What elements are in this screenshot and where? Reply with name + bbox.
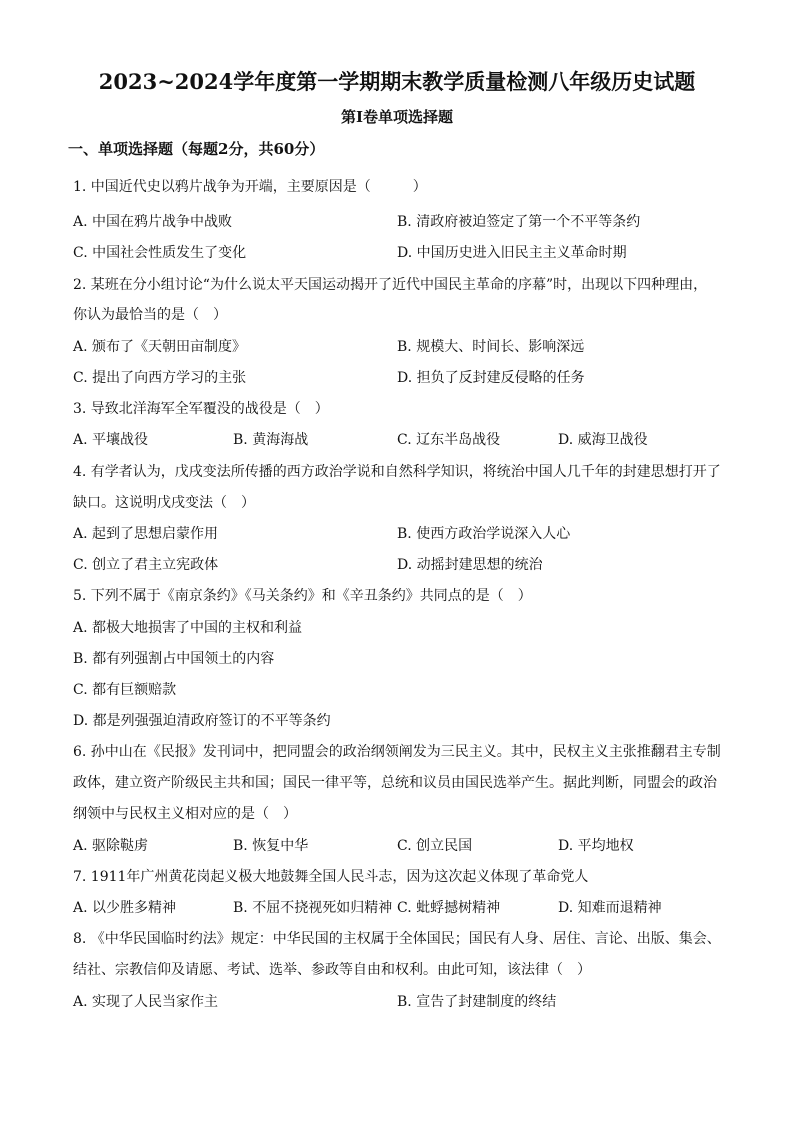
question-4-stem-line-2: 缺口。这说明戊戌变法（ ） [73,495,255,511]
question-7-option-c: C. 蚍蜉撼树精神 [397,900,501,916]
question-3-option-a: A. 平壤战役 [73,432,149,448]
question-3-option-d: D. 威海卫战役 [558,432,648,448]
section-heading: 一、单项选择题（每题2分，共60分） [68,140,325,158]
question-2-option-a: A. 颁布了《天朝田亩制度》 [73,339,247,355]
question-3-option-b: B. 黄海海战 [233,432,309,448]
question-3-option-c: C. 辽东半岛战役 [397,432,501,448]
question-7-option-a: A. 以少胜多精神 [73,900,177,916]
question-8-stem-line-2: 结社、宗教信仰及请愿、考试、选举、参政等自由和权利。由此可知，该法律（ ） [73,962,591,978]
question-6-stem-line-3: 纲领中与民权主义相对应的是（ ） [73,806,297,822]
exam-title: 2023~2024学年度第一学期期末教学质量检测八年级历史试题 [98,69,696,94]
question-7-stem: 7. 1911年广州黄花岗起义极大地鼓舞全国人民斗志，因为这次起义体现了革命党人 [73,869,589,885]
question-3-stem: 3. 导致北洋海军全军覆没的战役是（ ） [73,401,329,417]
question-2-stem-line-2: 你认为最恰当的是（ ） [73,307,227,323]
question-7-option-b: B. 不屈不挠视死如归精神 [233,900,393,916]
question-1-stem: 1. 中国近代史以鸦片战争为开端，主要原因是（ ） [73,179,427,195]
question-4-stem-line-1: 4. 有学者认为，戊戌变法所传播的西方政治学说和自然科学知识，将统治中国人几千年的封建思想打开了 [73,464,721,480]
question-8-option-b: B. 宣告了封建制度的终结 [397,994,557,1010]
question-4-option-a: A. 起到了思想启蒙作用 [73,526,219,542]
question-6-option-a: A. 驱除鞑虏 [73,838,149,854]
question-1-option-c: C. 中国社会性质发生了变化 [73,245,247,261]
question-5-option-b: B. 都有列强割占中国领土的内容 [73,651,275,667]
question-1-option-b: B. 清政府被迫签定了第一个不平等条约 [397,214,641,230]
question-2-option-d: D. 担负了反封建反侵略的任务 [397,370,585,386]
question-2-option-b: B. 规模大、时间长、影响深远 [397,339,585,355]
question-4-option-b: B. 使西方政治学说深入人心 [397,526,571,542]
question-4-option-c: C. 创立了君主立宪政体 [73,557,219,573]
question-2-option-c: C. 提出了向西方学习的主张 [73,370,247,386]
question-6-option-c: C. 创立民国 [397,838,473,854]
question-5-option-c: C. 都有巨额赔款 [73,682,177,698]
volume-title: 第Ⅰ卷单项选择题 [340,108,454,126]
question-6-option-d: D. 平均地权 [558,838,634,854]
question-5-option-a: A. 都极大地损害了中国的主权和利益 [73,620,303,636]
question-1-option-a: A. 中国在鸦片战争中战败 [73,214,233,230]
question-6-option-b: B. 恢复中华 [233,838,309,854]
question-6-stem-line-2: 政体，建立资产阶级民主共和国；国民一律平等，总统和议员由国民选举产生。据此判断，同盟会的政治 [73,775,717,791]
question-6-stem-line-1: 6. 孙中山在《民报》发刊词中，把同盟会的政治纲领阐发为三民主义。其中，民权主义主张推翻君主专制 [73,744,721,760]
question-7-option-d: D. 知难而退精神 [558,900,662,916]
question-1-option-d: D. 中国历史进入旧民主主义革命时期 [397,245,627,261]
question-5-stem: 5. 下列不属于《南京条约》《马关条约》和《辛丑条约》共同点的是（ ） [73,588,532,604]
question-8-stem-line-1: 8. 《中华民国临时约法》规定：中华民国的主权属于全体国民；国民有人身、居住、言论、出版、集会、 [73,931,721,947]
question-5-option-d: D. 都是列强强迫清政府签订的不平等条约 [73,713,331,729]
question-2-stem-line-1: 2. 某班在分小组讨论“为什么说太平天国运动揭开了近代中国民主革命的序幕”时，出现以下四种理由， [73,277,708,293]
question-8-option-a: A. 实现了人民当家作主 [73,994,219,1010]
question-4-option-d: D. 动摇封建思想的统治 [397,557,543,573]
